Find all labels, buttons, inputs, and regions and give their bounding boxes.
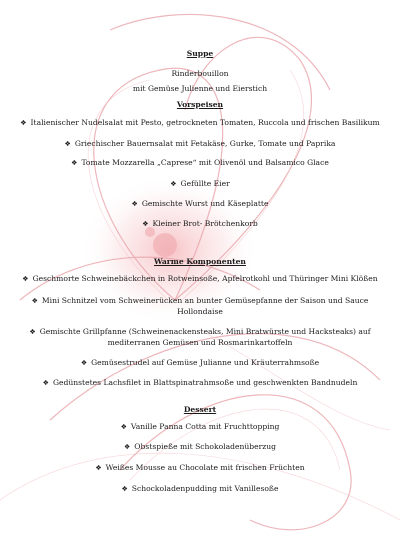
menu-item: ❖ Gefüllte Eier	[170, 179, 230, 188]
section-heading-vorspeisen: Vorspeisen	[176, 100, 224, 109]
section-heading-suppe: Suppe	[186, 49, 214, 58]
menu-item: ❖ Italienischer Nudelsalat mit Pesto, getrockneten Tomaten, Ruccola und frischen Basilikum	[20, 118, 380, 127]
menu-item: ❖ Kleiner Brot- Brötchenkorb	[142, 219, 258, 228]
bullet-icon: ❖	[124, 443, 131, 451]
menu-item: ❖ Mini Schnitzel vom Schweinerücken an bunter Gemüsepfanne der Saison und Sauce	[31, 296, 369, 305]
bullet-icon: ❖	[64, 140, 71, 148]
bullet-icon: ❖	[142, 220, 149, 228]
bullet-icon: ❖	[22, 275, 29, 283]
bullet-icon: ❖	[29, 328, 36, 336]
bullet-icon: ❖	[95, 464, 102, 472]
menu-item: ❖ Gemischte Wurst und Käseplatte	[131, 199, 269, 208]
menu-item: ❖ Obstspieße mit Schokoladenüberzug	[124, 442, 276, 451]
menu-item: ❖ Griechischer Bauernsalat mit Fetakäse, Gurke, Tomate und Paprika	[64, 139, 336, 148]
bullet-icon: ❖	[42, 379, 49, 387]
menu-item: ❖ Geschmorte Schweinebäckchen in Rotweinsoße, Apfelrotkohl und Thüringer Mini Klößen	[22, 274, 378, 283]
menu-item: ❖ Schockoladenpudding mit Vanillesoße	[121, 484, 279, 493]
menu-item: ❖ Vanille Panna Cotta mit Fruchttopping	[120, 422, 280, 431]
menu-item: ❖ Gemischte Grillpfanne (Schweinenackensteaks, Mini Bratwürste und Hacksteaks) auf	[29, 327, 371, 336]
menu-item-continuation: Hollondaise	[177, 307, 223, 316]
section-heading-dessert: Dessert	[183, 405, 217, 414]
bullet-icon: ❖	[121, 485, 128, 493]
bullet-icon: ❖	[131, 200, 138, 208]
menu-item: ❖ Tomate Mozzarella „Caprese“ mit Olivenöl und Balsamico Glace	[71, 158, 329, 167]
bullet-icon: ❖	[20, 119, 27, 127]
menu-item: ❖ Gemüsestrudel auf Gemüse Julianne und Kräuterrahmsoße	[80, 358, 320, 367]
section-heading-warme-komponenten: Warme Komponenten	[154, 257, 246, 266]
menu-item: ❖ Weißes Mousse au Chocolate mit frischen Früchten	[95, 463, 305, 472]
bullet-icon: ❖	[80, 359, 88, 367]
bullet-icon: ❖	[31, 297, 38, 305]
menu-item-continuation: mediterranen Gemüsen und Rosmarinkartoffeln	[107, 338, 293, 347]
suppe-line: Rinderbouillon	[171, 69, 229, 78]
bullet-icon: ❖	[120, 423, 127, 431]
menu-item: ❖ Gedünstetes Lachsfilet in Blattspinatrahmsoße und geschwenkten Bandnudeln	[42, 378, 358, 387]
suppe-line: mit Gemüse Julienne und Eierstich	[132, 84, 268, 93]
bullet-icon: ❖	[71, 159, 78, 167]
bullet-icon: ❖	[170, 180, 177, 188]
